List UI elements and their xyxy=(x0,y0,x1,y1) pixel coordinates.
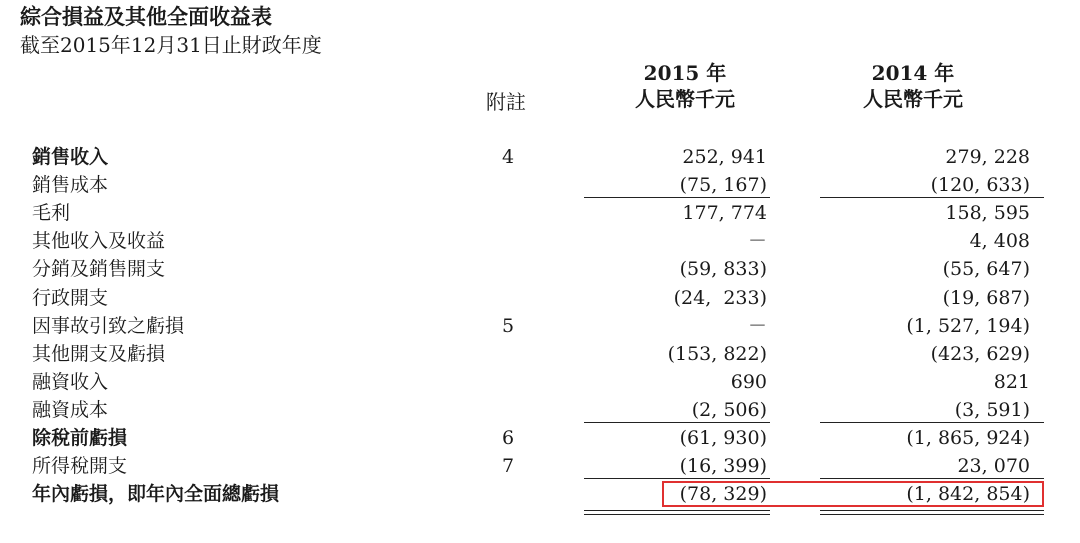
row-value-2015: (78, 329) xyxy=(679,483,767,506)
subtotal-rule-2014 xyxy=(820,197,1044,198)
row-value-2015: － xyxy=(747,230,767,253)
row-value-2015: 252, 941 xyxy=(682,146,767,168)
row-label: 銷售收入 xyxy=(32,146,109,168)
statement-subtitle: 截至2015年12月31日止財政年度 xyxy=(20,33,322,57)
table-row xyxy=(0,396,1080,424)
row-note: 7 xyxy=(501,455,515,478)
row-value-2014: (1, 527, 194) xyxy=(906,314,1030,337)
table-row xyxy=(0,171,1080,199)
row-value-2014: (120, 633) xyxy=(930,174,1030,197)
row-value-2014: 23, 070 xyxy=(957,455,1030,478)
row-label: 所得稅開支 xyxy=(32,455,128,478)
subtotal-rule-2015 xyxy=(584,197,770,198)
table-row xyxy=(0,424,1080,452)
row-value-2014: (1, 865, 924) xyxy=(906,427,1030,449)
row-value-2015: 177, 774 xyxy=(682,202,767,225)
row-value-2014: (19, 687) xyxy=(942,286,1030,309)
row-value-2014: 158, 595 xyxy=(945,202,1030,225)
highlight-box-total-loss xyxy=(662,481,1044,507)
row-value-2015: (75, 167) xyxy=(679,174,767,197)
row-value-2014: (3, 591) xyxy=(954,398,1030,421)
table-row xyxy=(0,340,1080,368)
row-label: 毛利 xyxy=(32,202,71,225)
row-value-2014: (55, 647) xyxy=(942,258,1030,281)
row-value-2015: (61, 930) xyxy=(679,427,767,449)
row-value-2015: 690 xyxy=(730,370,767,393)
row-label: 年內虧損，即年內全面總虧損 xyxy=(32,483,280,506)
table-row xyxy=(0,143,1080,171)
row-label: 行政開支 xyxy=(32,286,109,309)
row-label: 其他開支及虧損 xyxy=(32,342,166,365)
row-label: 其他收入及收益 xyxy=(32,230,166,253)
row-label: 融資成本 xyxy=(32,398,109,421)
table-row xyxy=(0,255,1080,283)
row-value-2015: (153, 822) xyxy=(667,342,767,365)
row-label: 銷售成本 xyxy=(32,174,109,197)
table-row xyxy=(0,312,1080,340)
row-label: 除稅前虧損 xyxy=(32,427,128,449)
row-note: 4 xyxy=(501,146,515,168)
row-value-2014: 4, 408 xyxy=(969,230,1030,253)
double-rule-bottom-2015 xyxy=(584,514,770,515)
double-rule-top-2015 xyxy=(584,510,770,511)
column-year-2014: 2014 年 xyxy=(871,61,955,85)
table-row xyxy=(0,227,1080,255)
row-note: 6 xyxy=(501,427,515,449)
row-value-2015: (2, 506) xyxy=(691,398,767,421)
pretax-rule-2014 xyxy=(820,422,1044,423)
row-label: 融資收入 xyxy=(32,370,109,393)
column-currency-2014: 人民幣千元 xyxy=(863,87,963,111)
row-value-2015: (59, 833) xyxy=(679,258,767,281)
row-value-2015: － xyxy=(747,314,767,337)
row-value-2015: (16, 399) xyxy=(679,455,767,478)
table-row xyxy=(0,368,1080,396)
row-value-2014: (1, 842, 854) xyxy=(906,483,1030,506)
row-value-2014: 821 xyxy=(993,370,1030,393)
row-value-2015: (24, 233) xyxy=(673,286,767,309)
row-value-2014: (423, 629) xyxy=(930,342,1030,365)
row-value-2014: 279, 228 xyxy=(945,146,1030,168)
column-header-2014 xyxy=(828,60,998,112)
row-label: 分銷及銷售開支 xyxy=(32,258,166,281)
row-label: 因事故引致之虧損 xyxy=(32,314,185,337)
table-row xyxy=(0,199,1080,227)
pretax-rule-2015 xyxy=(584,422,770,423)
column-header-2015 xyxy=(600,60,770,112)
column-currency-2015: 人民幣千元 xyxy=(635,87,735,111)
statement-title: 綜合損益及其他全面收益表 xyxy=(20,5,272,29)
double-rule-top-2014 xyxy=(820,510,1044,511)
double-rule-bottom-2014 xyxy=(820,514,1044,515)
column-year-2015: 2015 年 xyxy=(643,61,727,85)
row-note: 5 xyxy=(501,314,515,337)
table-row xyxy=(0,284,1080,312)
table-row xyxy=(0,452,1080,480)
total-rule-2015 xyxy=(584,478,770,479)
note-column-header: 附註 xyxy=(486,90,526,114)
total-rule-2014 xyxy=(820,478,1044,479)
